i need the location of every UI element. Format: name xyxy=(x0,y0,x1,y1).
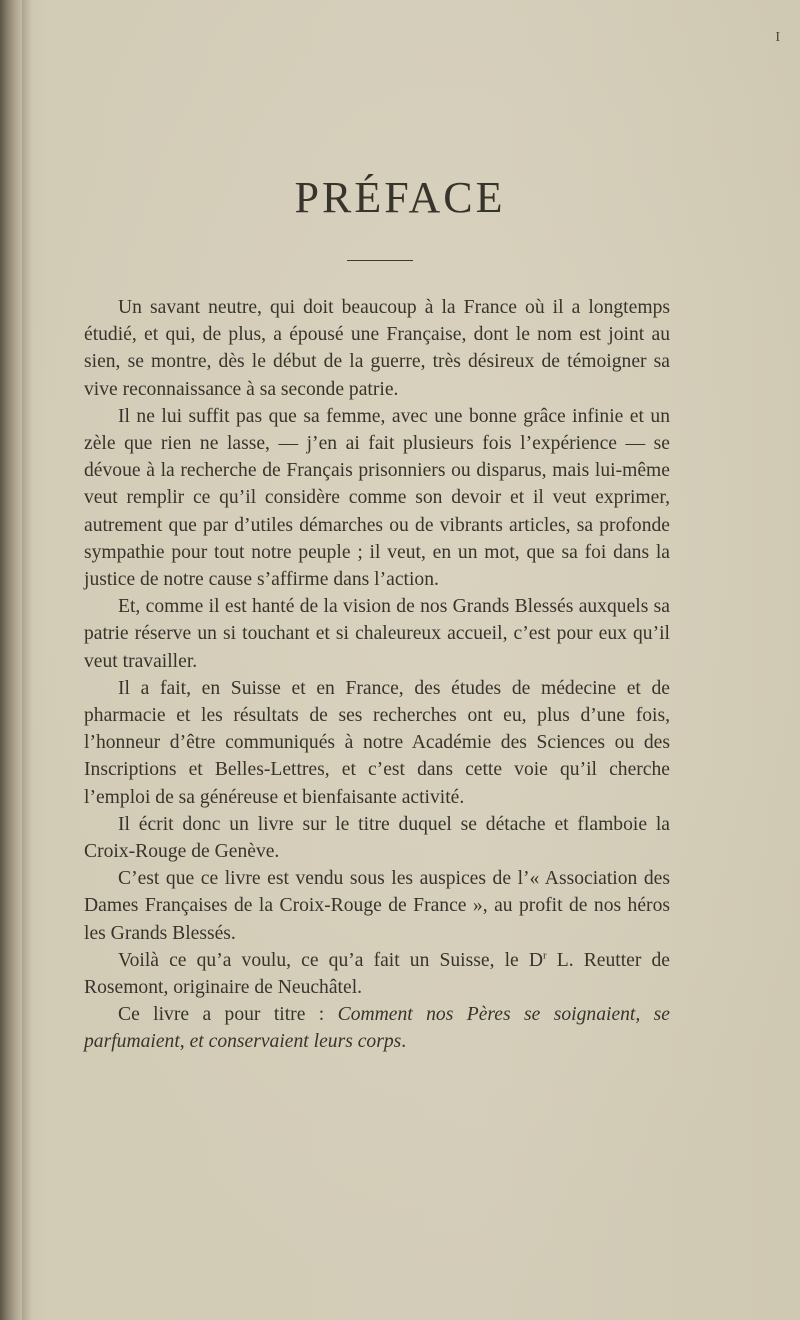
paragraph-7-text-a: Voilà ce qu’a voulu, ce qu’a fait un Suisse, le D xyxy=(118,949,543,971)
paragraph-7-text-b: L. Reutter de Rosemont, originaire de Neuchâtel. xyxy=(84,949,670,999)
paragraph-5: Il écrit donc un livre sur le titre duquel se détache et flamboie la Croix-Rouge de Genève. xyxy=(84,813,670,863)
page-number: I xyxy=(775,30,780,45)
paragraph-3: Et, comme il est hanté de la vision de nos Grands Blessés auxquels sa patrie réserve un si touchant et si chaleureux accueil, c’est pour eux qu’il veut travailler. xyxy=(84,596,670,672)
paragraph-8 xyxy=(84,1001,670,1055)
book-title-italic: Comment nos Pères se soignaient, se parfumaient, et conservaient leurs corps xyxy=(84,1004,670,1053)
paragraph-7 xyxy=(84,947,670,1001)
paragraph-4: Il a fait, en Suisse et en France, des études de médecine et de pharmacie et les résultats de ses recherches ont eu, plus d’une fois, l’honneur d’être communiqués à notre Académie des Sciences ou des Inscriptions et Belles-Lettres, et c’est dans cette voie qu’il cherche l’emploi de sa généreuse et bienfaisante activité. xyxy=(84,677,670,808)
paragraph-8-end: . xyxy=(401,1031,407,1053)
preface-body xyxy=(84,294,670,1056)
paragraph-6: C’est que ce livre est vendu sous les auspices de l’« Association des Dames Françaises de la Croix-Rouge de France », au profit de nos héros les Grands Blessés. xyxy=(84,868,670,944)
doctor-abbrev-superscript: r xyxy=(542,949,547,962)
page-title: PRÉFACE xyxy=(294,173,506,222)
paragraph-8-lead: Ce livre a pour titre : xyxy=(118,1004,338,1026)
paragraph-1: Un savant neutre, qui doit beaucoup à la France où il a longtemps étudié, et qui, de plus, a épousé une Française, dont le nom est joint au sien, se montre, dès le début de la guerre, très désireux de témoigner sa vive reconnaissance à sa seconde patrie. xyxy=(84,297,670,400)
title-divider xyxy=(347,260,413,261)
paragraph-2: Il ne lui suffit pas que sa femme, avec une bonne grâce infinie et un zèle que rien ne lasse, — j’en ai fait plusieurs fois l’expérience — se dévoue à la recherche de Français prisonniers ou disparus, mais lui-même veut remplir ce qu’il considère comme son devoir et il veut exprimer, autrement que par d’utiles démarches ou de vibrants articles, sa profonde sympathie pour tout notre peuple ; il veut, en un mot, que sa foi dans la justice de notre cause s’affirme dans l’action. xyxy=(84,405,670,591)
